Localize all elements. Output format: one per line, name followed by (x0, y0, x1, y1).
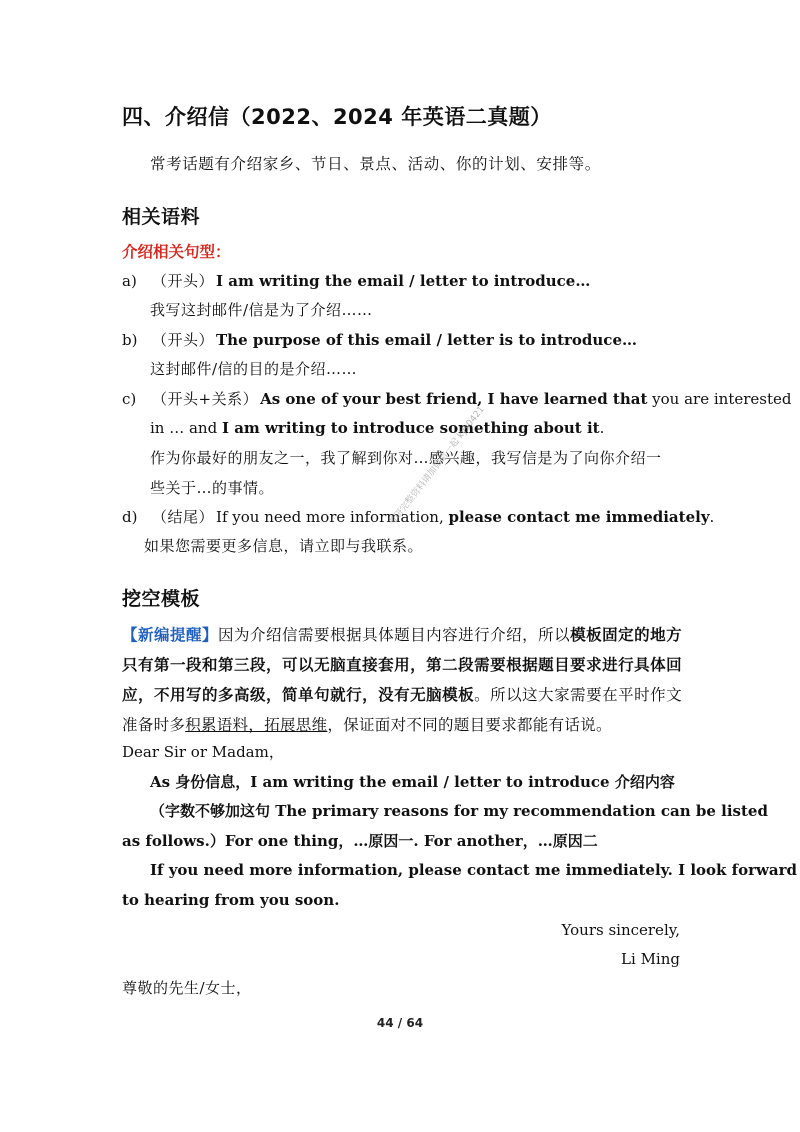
sentence-english: I am writing the email / letter to introduce… (216, 272, 591, 290)
sentence-mark: c) (122, 390, 137, 408)
sentence-c-translation-2: 些关于…的事情。 (150, 479, 275, 497)
tip-text: 。所以这大家需要在平时作文准备时多 (122, 686, 682, 734)
tip-text: 因为介绍信需要根据具体题目内容进行介绍，所以 (218, 626, 571, 644)
section-title: 四、介绍信（2022、2024 年英语二真题） (122, 105, 552, 129)
sentence-tag: （开头） (152, 331, 215, 349)
sentence-english-plain: you are interested (647, 390, 792, 408)
sentence-english-bold: As one of your best friend, I have learned that (260, 390, 648, 408)
letter-signature: Li Ming (621, 950, 680, 968)
sentence-english-plain: in … and (150, 419, 222, 437)
sentence-english-bold: I am writing to introduce something about it (221, 419, 600, 437)
letter-paragraph-2-line-1: （字数不够加这句 The primary reasons for my recommendation can be listed (150, 802, 768, 820)
sentence-a (122, 271, 590, 291)
tip-label: 【新编提醒】 (122, 625, 219, 644)
sentence-mark: d) (122, 508, 138, 526)
materials-heading: 相关语料 (122, 206, 201, 228)
sentence-english-plain: If you need more information, (216, 508, 449, 526)
sentence-b (122, 330, 637, 350)
letter-closing: Yours sincerely, (561, 921, 680, 939)
sentence-english-plain: . (709, 508, 715, 526)
letter-paragraph-1: As 身份信息，I am writing the email / letter to introduce 介绍内容 (150, 773, 675, 791)
letter-paragraph-2-line-2: as follows.）For one thing，…原因一. For another，…原因二 (122, 832, 598, 850)
sentence-english-plain: . (599, 419, 605, 437)
letter-paragraph-3-line-1: If you need more information, please contact me immediately. I look forward (150, 861, 798, 879)
sentence-c-translation-1: 作为你最好的朋友之一，我了解到你对…感兴趣，我写信是为了向你介绍一 (150, 449, 662, 467)
letter-paragraph-3-line-2: to hearing from you soon. (122, 891, 340, 909)
sentence-tag: （结尾） (152, 508, 215, 526)
letter-salutation: Dear Sir or Madam， (122, 743, 284, 761)
intro-text: 常考话题有介绍家乡、节日、景点、活动、你的计划、安排等。 (150, 155, 601, 173)
sentence-d-translation: 如果您需要更多信息，请立即与我联系。 (144, 537, 424, 555)
tip-underline: 积累语料，拓展思维 (185, 716, 328, 734)
page-number: 44 / 64 (376, 1016, 424, 1030)
watermark: 考研完整资料请加微信一起 kys0421 (387, 404, 487, 529)
sentence-mark: b) (122, 331, 138, 349)
sentence-tag: （开头） (152, 272, 215, 290)
sentence-c (122, 389, 791, 409)
sentence-mark: a) (122, 272, 137, 290)
tip-paragraph (122, 620, 682, 740)
sentence-english-bold: please contact me immediately (448, 508, 710, 526)
tip-emphasis: 模板固定的地方只有第一段和第三段，可以无脑直接套用，第二段需要根据题目要求进行具体回应，不用写的多高级，简单句就行，没有无脑模板 (122, 625, 682, 704)
sentence-a-translation: 我写这封邮件/信是为了介绍…… (150, 301, 373, 319)
tip-text: ，保证面对不同的题目要求都能有话说。 (327, 716, 612, 734)
template-heading: 挖空模板 (122, 588, 201, 610)
sentence-english: The purpose of this email / letter is to introduce… (216, 331, 637, 349)
sentence-tag: （开头+关系） (152, 390, 259, 408)
sentence-d (122, 507, 714, 527)
sentence-c-continued (150, 418, 604, 438)
letter-cn-salutation: 尊敬的先生/女士， (122, 979, 252, 997)
sentence-b-translation: 这封邮件/信的目的是介绍…… (150, 360, 358, 378)
sentences-heading: 介绍相关句型： (122, 243, 231, 261)
